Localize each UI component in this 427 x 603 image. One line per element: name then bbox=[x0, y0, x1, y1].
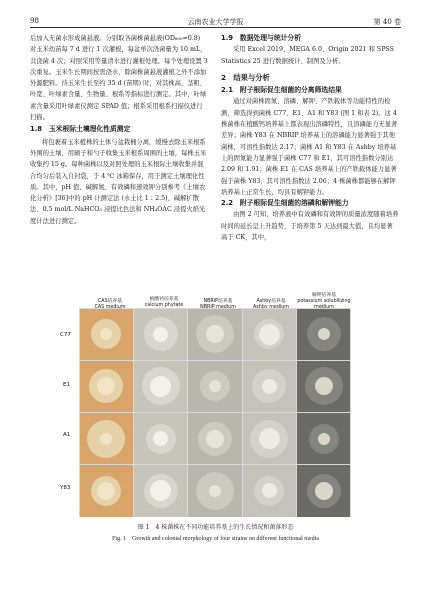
colony bbox=[259, 428, 280, 449]
colony bbox=[259, 324, 280, 345]
plate-photo bbox=[297, 413, 350, 464]
colony bbox=[150, 376, 171, 397]
plate-photo bbox=[134, 413, 187, 464]
plate-photo bbox=[297, 465, 350, 516]
section-heading-2-2: 2.2 附子根际促生细菌的溶磷和解钾能力 bbox=[221, 199, 349, 208]
colony bbox=[100, 433, 112, 445]
plate-photo bbox=[243, 361, 296, 412]
figure-column-header: CAS培养基 bbox=[97, 299, 123, 304]
colony bbox=[315, 482, 333, 500]
plate-photo bbox=[134, 465, 187, 516]
figure-row-label: Y83 bbox=[60, 485, 71, 491]
paragraph: 采用 Excel 2019、MEGA 6.0、Origin 2021 和 SPSS Statistics 25 进行数据统计、制图及分析。 bbox=[221, 46, 394, 65]
plate-photo bbox=[243, 465, 296, 516]
figure-1-plate-grid bbox=[79, 308, 351, 517]
colony bbox=[153, 327, 168, 342]
page-number: 98 bbox=[30, 17, 39, 25]
journal-title: 云南农业大学学报 bbox=[187, 18, 244, 26]
section-heading-1-9: 1.9 数据处理与统计分析 bbox=[221, 34, 302, 42]
plate-photo bbox=[243, 309, 296, 360]
plate-photo bbox=[134, 361, 187, 412]
section-heading-1-8: 1.8 玉米根际土壤理化性质测定 bbox=[30, 125, 131, 134]
plate-photo bbox=[188, 465, 241, 516]
section-heading-2: 2 结果与分析 bbox=[221, 72, 270, 82]
plate-photo bbox=[297, 309, 350, 360]
plate-photo bbox=[188, 413, 241, 464]
figure-column-header: 解钾培养基 potassium solubilizing bbox=[297, 293, 351, 304]
paragraph: 后加入无菌水形成菌悬液。分别取各菌株菌悬液(OD₆₀₀≈0.8) 对玉米幼苗每 7 d 进行 1 次灌根，每盆单次浇菌量为 10 mL，共浇菌 4 次；对照采用等量清水进行灌根处理。每个处理设置 3 次重复。玉米生长期间按需浇水，除菌株菌悬液灌根之外不添加外源肥料。待玉米生长至约 35 d (苗期) 时，对其株高、茎粗、叶宽、叶绿素含量、生物量、根系等指标进行测定。其中，叶绿素含量采用叶绿素仪测定 SPAD 值；根系采用根系扫描仪进行扫描。 bbox=[30, 35, 208, 122]
plate-photo bbox=[243, 413, 296, 464]
colony bbox=[97, 482, 115, 500]
plate-photo bbox=[80, 361, 133, 412]
colony bbox=[209, 485, 221, 497]
paragraph: 由图 2 可知，培养液中有效磷和有效钾的质量浓度随着培养时间的延长呈上升趋势，于培养第 5 天达到最大值，且均显著高于 CK，其中， bbox=[221, 211, 399, 242]
plate-photo bbox=[188, 309, 241, 360]
plate-photo bbox=[80, 413, 133, 464]
colony bbox=[318, 328, 330, 340]
colony bbox=[206, 430, 224, 448]
plate-photo bbox=[297, 361, 350, 412]
figure-caption-en: Fig. 1 Growth and colonial morphology of four strains on different functional media bbox=[112, 536, 319, 542]
paragraph: 将包裹着玉米植株的土体与盆栽桶分离，缓慢去除玉米根系外围的土壤，用刷子和勺子收集玉米根系周围的土壤，每株玉米收集约 15 g。每种菌株以及对照处理的玉米根际土壤收集并混合均匀后装入自封袋，于 4 ℃ 冰箱保存，用于测定土壤理化性质。其中，pH 值、碱解氮、有效磷和速效钾分别参考《土壤农化分析》[36]中的 pH 计测定法 (水土比 1∶2.5)、碱解扩散法、0.5 mol/L NaHCO₃ 浸提比色法和 NH₄OAC 浸提火焰光度计法进行测定。 bbox=[30, 138, 207, 225]
header-rule bbox=[30, 27, 401, 28]
plate-photo bbox=[134, 309, 187, 360]
figure-column-header: NBRIP培养基 bbox=[203, 299, 233, 304]
figure-row-label: A1 bbox=[63, 432, 71, 438]
paragraph: 通过对菌株固氮、溶磷、解钾、产铁载体等功能特性的检测，筛选得到菌株 C77、E1、A1 和 Y83 (图 1 和表 2)。这 4 株菌株在植酸钙培养基上都表现出溶磷特性，且溶磷能力无显著差异；菌株 Y83 在 NBRIP 培养基上的溶磷能力显著强于其他菌株，可溶性指数达 2.17；菌株 A1 和 Y83 在 Ashby 培养基上的固氮能力显著强于菌株 C77 和 E1，其可溶性指数分别达 2.09 和 1.91；菌株 E1 在 CAS 培养基上的产铁载体能力显著强于菌株 Y83，其可溶性指数达 2.06；4 株菌株都能够在解钾培养基上正常生长，均具有解钾能力。 bbox=[221, 98, 398, 196]
plate-photo bbox=[80, 465, 133, 516]
right-column bbox=[221, 33, 399, 243]
figure-caption-zh: 图 1 4 株菌株在不同功能培养基上的生长情况和菌落形态 bbox=[137, 524, 294, 531]
left-column bbox=[30, 33, 208, 227]
figure-row-label: E1 bbox=[63, 382, 70, 388]
colony bbox=[318, 433, 330, 445]
section-heading-2-1: 2.1 附子根际促生细菌的分离筛选结果 bbox=[221, 86, 342, 95]
colony bbox=[262, 379, 277, 394]
figure-row-label: C77 bbox=[60, 332, 71, 338]
volume-label: 第 40 卷 bbox=[373, 18, 401, 26]
plate-photo bbox=[188, 361, 241, 412]
figure-column-header: Ashby培养基 bbox=[256, 299, 286, 304]
colony bbox=[206, 325, 224, 343]
figure-column-header: 植酸钙培养基 calcium phytate bbox=[144, 297, 184, 308]
plate-photo bbox=[80, 309, 133, 360]
